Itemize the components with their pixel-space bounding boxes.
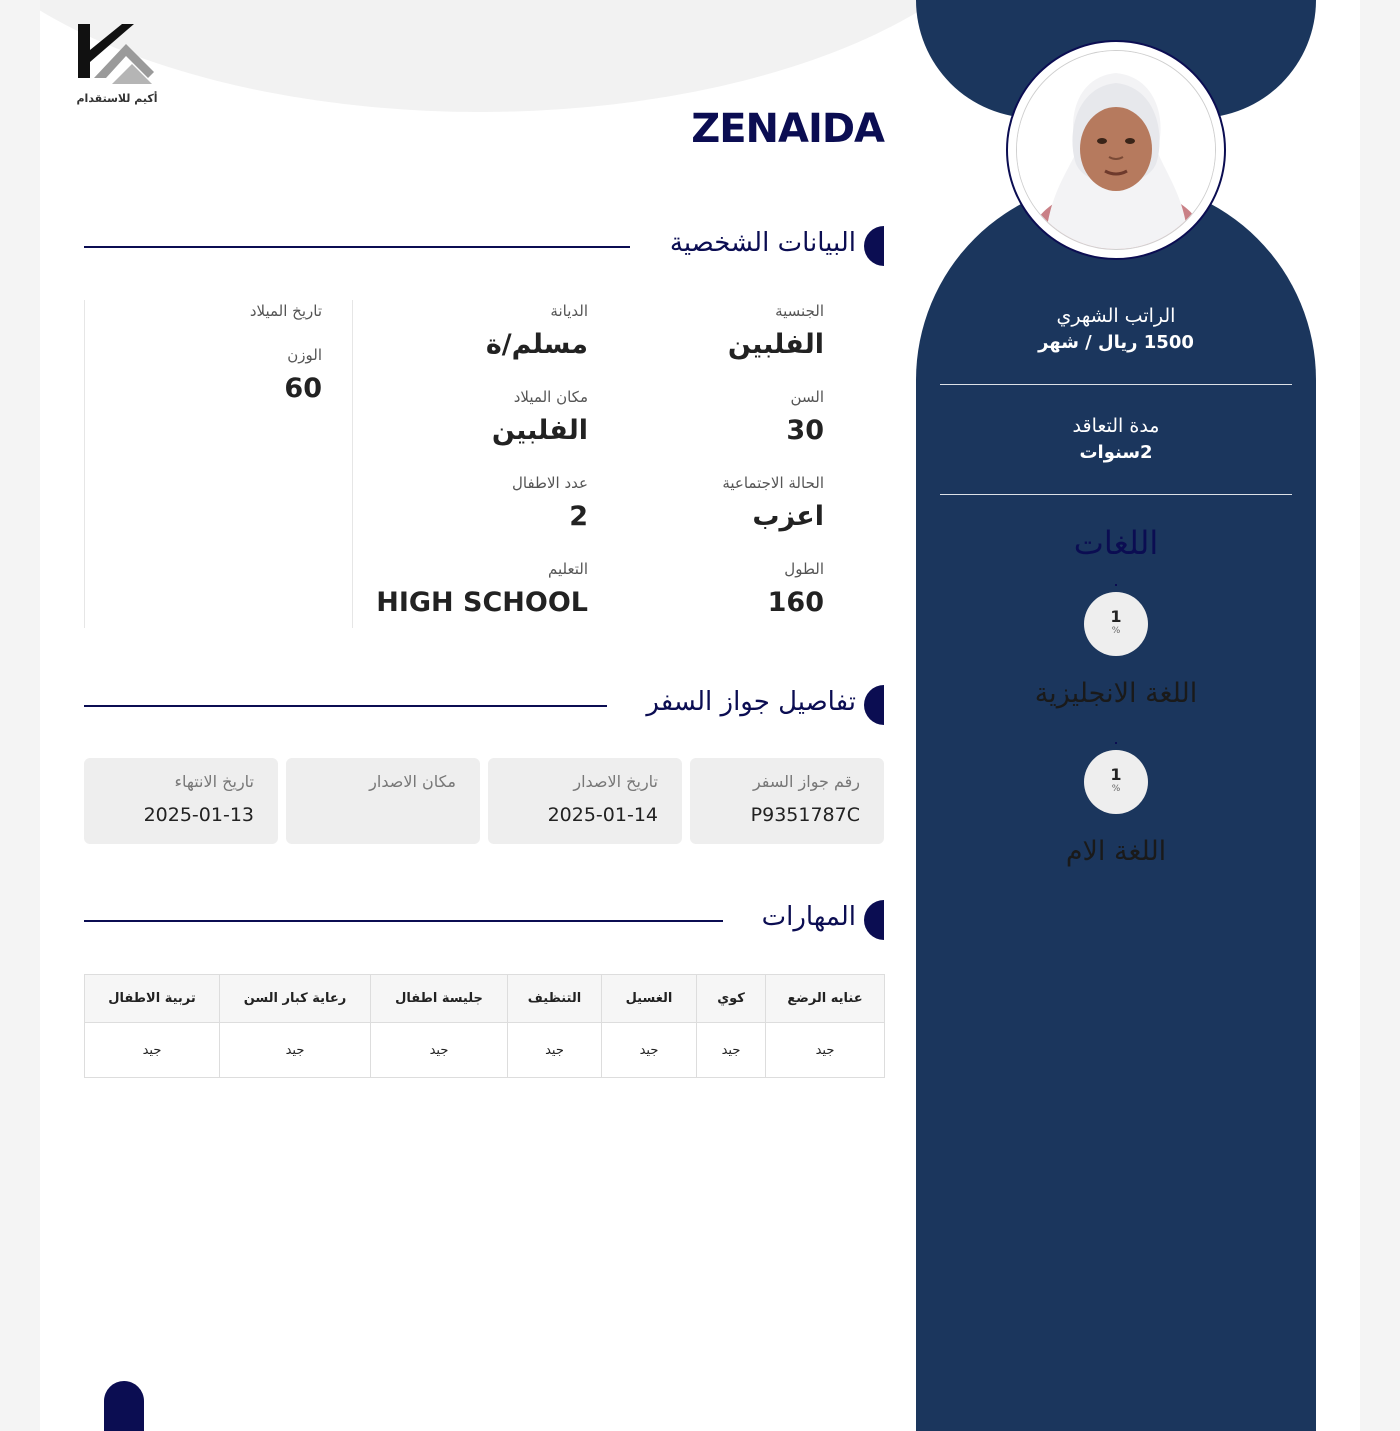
field-label: مكان الميلاد	[513, 388, 588, 406]
salary-block	[940, 302, 1292, 356]
bottom-decor-tab	[104, 1381, 144, 1431]
field-label: عدد الاطفال	[512, 474, 588, 492]
language-percent-value: 1	[1110, 607, 1122, 626]
marital-status-field	[722, 472, 824, 537]
skill-value: جيد	[85, 1023, 220, 1078]
skill-header: الغسيل	[602, 975, 697, 1023]
skill-value: جيد	[371, 1023, 508, 1078]
field-value: 2	[569, 501, 588, 532]
section-line	[84, 705, 607, 707]
field-value: الفلبين	[727, 329, 824, 360]
passport-number-card	[690, 758, 884, 844]
header-curve	[40, 0, 1040, 112]
personal-section-header	[84, 226, 884, 268]
skill-value: جيد	[697, 1023, 766, 1078]
photo-frame	[1006, 40, 1226, 260]
passport-expiry-date-card	[84, 758, 278, 844]
sidebar-divider	[940, 384, 1292, 385]
skills-table	[84, 974, 885, 1078]
cv-page	[40, 0, 1360, 1431]
nationality-field	[728, 300, 824, 365]
section-line	[84, 246, 630, 248]
contract-value: 2سنوات	[1079, 442, 1153, 463]
section-line	[84, 920, 723, 922]
education-field	[376, 558, 588, 623]
skill-header: عنايه الرضع	[766, 975, 885, 1023]
personal-column-3	[84, 300, 352, 628]
passport-issue-place-card	[286, 758, 480, 844]
card-label: تاريخ الاصدار	[573, 772, 658, 791]
card-label: تاريخ الانتهاء	[174, 772, 254, 791]
skills-section-header	[84, 900, 884, 942]
language-marker	[1115, 584, 1117, 586]
field-value: 60	[284, 373, 322, 404]
field-value: مسلم/ة	[485, 329, 588, 360]
language-percent-sign: %	[1111, 626, 1121, 636]
skills-value-row	[85, 1023, 885, 1078]
field-label: الديانة	[550, 302, 588, 320]
section-tab	[864, 685, 884, 725]
skill-header: جليسة اطفال	[371, 975, 508, 1023]
contract-label: مدة التعاقد	[1072, 415, 1160, 437]
weight-field	[284, 344, 322, 409]
company-logo	[76, 20, 158, 110]
skills-header-row	[85, 975, 885, 1023]
logo-text: أكيم للاستقدام	[76, 92, 158, 105]
skill-header: تربية الاطفال	[85, 975, 220, 1023]
skill-value: جيد	[766, 1023, 885, 1078]
field-label: تاريخ الميلاد	[249, 302, 322, 320]
language-marker	[1115, 742, 1117, 744]
section-tab	[864, 900, 884, 940]
skill-value: جيد	[602, 1023, 697, 1078]
section-title: المهارات	[761, 902, 856, 932]
field-label: السن	[790, 388, 824, 406]
skill-header: رعاية كبار السن	[220, 975, 371, 1023]
field-value: اعزب	[752, 501, 824, 532]
field-value: الفلبين	[491, 415, 588, 446]
field-label: الحالة الاجتماعية	[722, 474, 824, 492]
card-label: مكان الاصدار	[369, 772, 456, 791]
section-tab	[864, 226, 884, 266]
passport-section-header	[84, 685, 884, 727]
field-value: 30	[786, 415, 824, 446]
section-title: البيانات الشخصية	[669, 228, 856, 258]
age-field	[786, 386, 824, 451]
skill-header: كوي	[697, 975, 766, 1023]
language-name: اللغة الانجليزية	[1034, 678, 1198, 709]
card-value: 2025-01-14	[547, 804, 658, 826]
height-field	[768, 558, 824, 623]
language-percent-circle	[1084, 592, 1148, 656]
skill-value: جيد	[508, 1023, 602, 1078]
personal-column-1	[619, 300, 854, 628]
birth-place-field	[492, 386, 588, 451]
language-percent-circle	[1084, 750, 1148, 814]
card-value: P9351787C	[750, 804, 860, 826]
passport-issue-date-card	[488, 758, 682, 844]
field-label: الجنسية	[775, 302, 824, 320]
logo-mark-icon	[76, 20, 158, 92]
children-field	[512, 472, 588, 537]
sidebar-divider	[940, 494, 1292, 495]
portrait-image	[1017, 51, 1215, 249]
personal-column-2	[352, 300, 619, 628]
languages-title: اللغات	[1073, 524, 1159, 562]
language-percent-sign: %	[1111, 784, 1121, 794]
field-label: التعليم	[548, 560, 588, 578]
card-label: رقم جواز السفر	[752, 772, 860, 791]
worker-photo	[1016, 50, 1216, 250]
salary-label: الراتب الشهري	[1056, 305, 1176, 327]
card-value: 2025-01-13	[143, 804, 254, 826]
skill-value: جيد	[220, 1023, 371, 1078]
field-label: الطول	[784, 560, 824, 578]
field-value: 160	[767, 587, 824, 618]
language-name: اللغة الام	[1065, 836, 1167, 867]
birth-date-field	[250, 300, 322, 325]
worker-name: ZENAIDA	[691, 106, 884, 152]
section-title: تفاصيل جواز السفر	[646, 687, 856, 717]
language-percent-value: 1	[1110, 765, 1122, 784]
field-label: الوزن	[287, 346, 322, 364]
religion-field	[486, 300, 588, 365]
salary-value: 1500 ريال / شهر	[1038, 332, 1194, 353]
field-value: HIGH SCHOOL	[376, 587, 588, 618]
sidebar	[916, 0, 1316, 1431]
skill-header: التنظيف	[508, 975, 602, 1023]
contract-block	[940, 412, 1292, 466]
